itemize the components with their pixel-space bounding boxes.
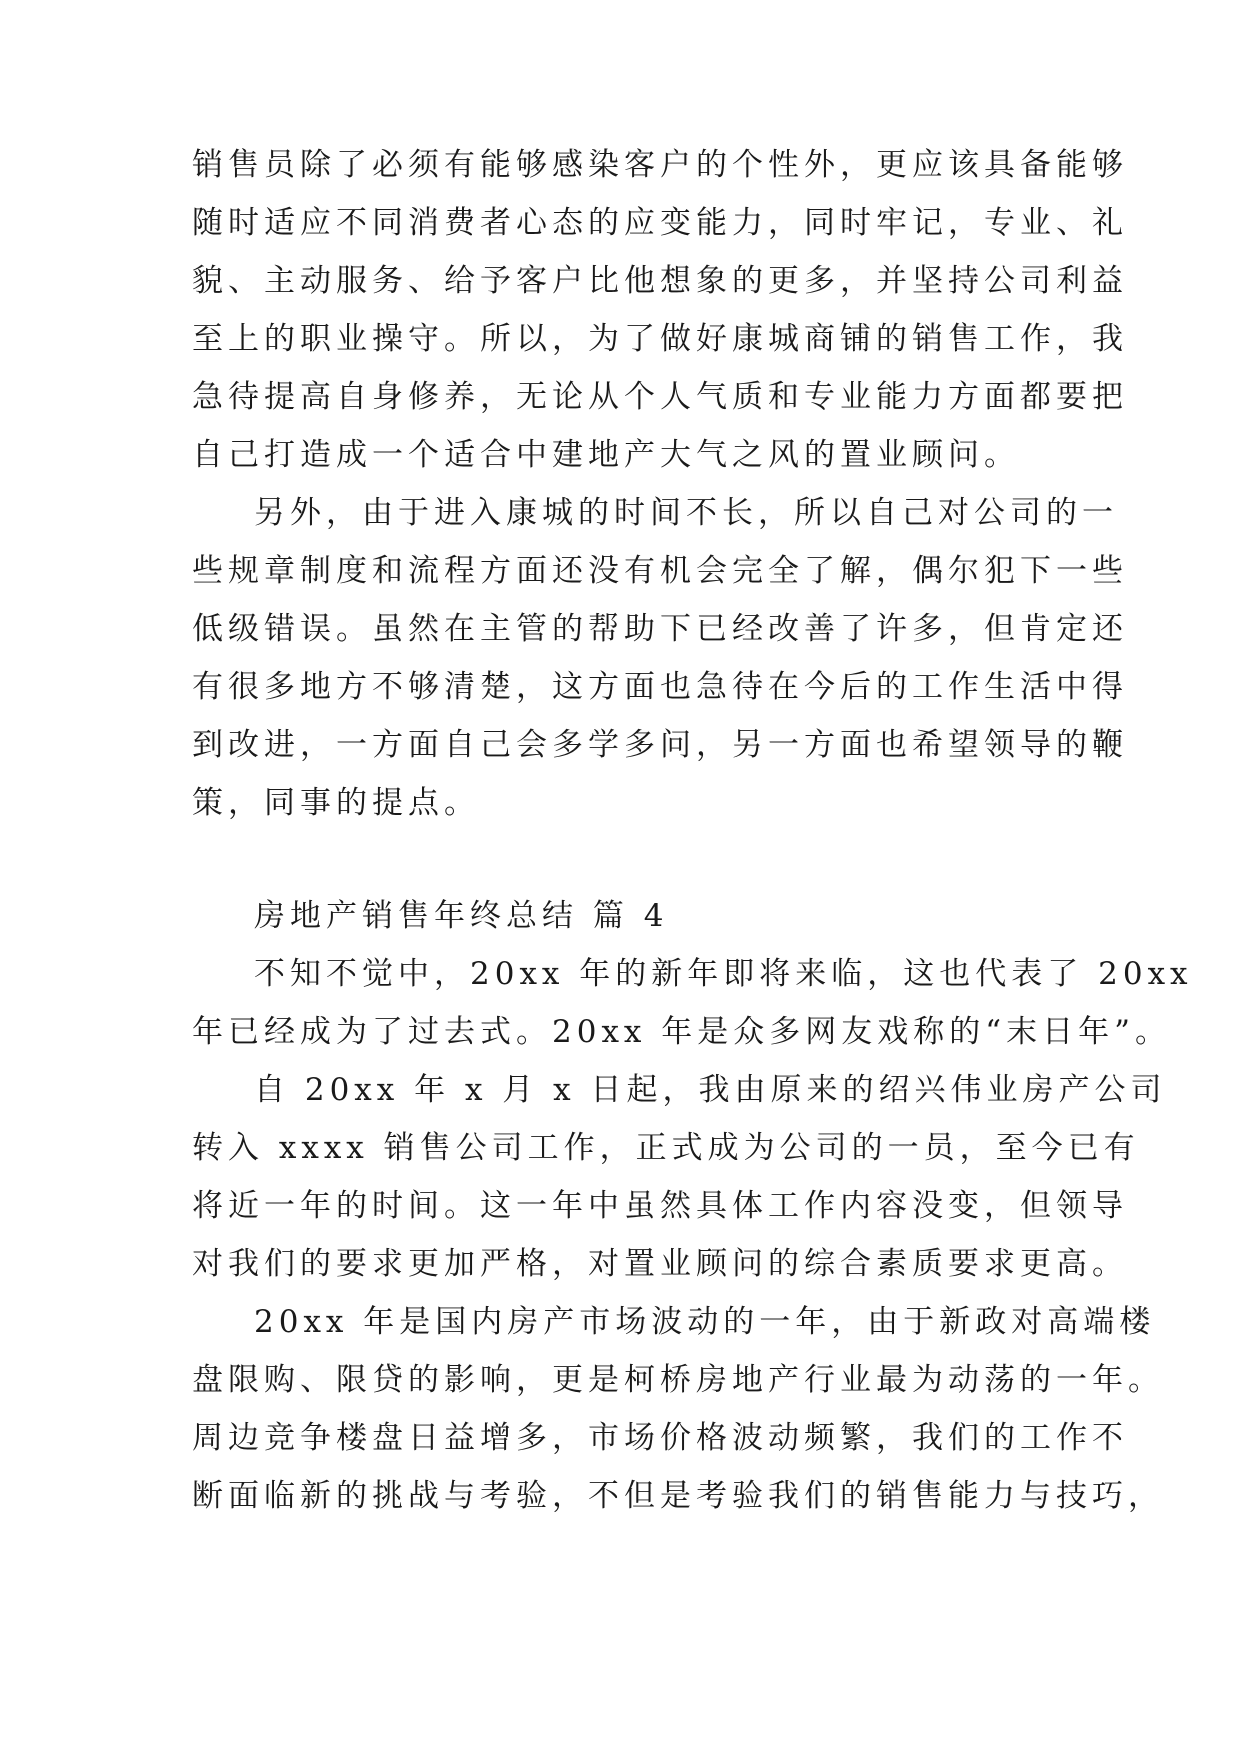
paragraph-line-10: 有很多地方不够清楚，这方面也急待在今后的工作生活中得: [192, 669, 1128, 705]
paragraph-line-6: 自己打造成一个适合中建地产大气之风的置业顾问。: [192, 437, 1020, 473]
paragraph-line-18: 对我们的要求更加严格，对置业顾问的综合素质要求更高。: [192, 1246, 1128, 1282]
paragraph-line-7: 另外，由于进入康城的时间不长，所以自己对公司的一: [254, 495, 1118, 531]
paragraph-line-19: 20xx 年是国内房产市场波动的一年，由于新政对高端楼: [254, 1304, 1156, 1340]
paragraph-line-13: 不知不觉中，20xx 年的新年即将来临，这也代表了 20xx: [254, 956, 1193, 992]
paragraph-line-22: 断面临新的挑战与考验，不但是考验我们的销售能力与技巧，: [192, 1478, 1164, 1514]
paragraph-line-2: 随时适应不同消费者心态的应变能力，同时牢记，专业、礼: [192, 205, 1128, 241]
paragraph-line-17: 将近一年的时间。这一年中虽然具体工作内容没变，但领导: [192, 1188, 1128, 1224]
paragraph-line-15: 自 20xx 年 x 月 x 日起，我由原来的绍兴伟业房产公司: [254, 1072, 1167, 1108]
paragraph-line-3: 貌、主动服务、给予客户比他想象的更多，并坚持公司利益: [192, 263, 1128, 299]
section-heading: 房地产销售年终总结 篇 4: [254, 898, 669, 934]
paragraph-line-1: 销售员除了必须有能够感染客户的个性外，更应该具备能够: [192, 147, 1128, 183]
paragraph-line-9: 低级错误。虽然在主管的帮助下已经改善了许多，但肯定还: [192, 611, 1128, 647]
paragraph-line-4: 至上的职业操守。所以，为了做好康城商铺的销售工作，我: [192, 321, 1128, 357]
paragraph-line-20: 盘限购、限贷的影响，更是柯桥房地产行业最为动荡的一年。: [192, 1362, 1164, 1398]
paragraph-line-21: 周边竞争楼盘日益增多，市场价格波动频繁，我们的工作不: [192, 1420, 1128, 1456]
paragraph-line-14: 年已经成为了过去式。20xx 年是众多网友戏称的“末日年”。: [192, 1014, 1171, 1050]
paragraph-line-16: 转入 xxxx 销售公司工作，正式成为公司的一员，至今已有: [192, 1130, 1140, 1166]
paragraph-line-11: 到改进，一方面自己会多学多问，另一方面也希望领导的鞭: [192, 727, 1128, 763]
paragraph-line-12: 策，同事的提点。: [192, 785, 480, 821]
paragraph-line-8: 些规章制度和流程方面还没有机会完全了解，偶尔犯下一些: [192, 553, 1128, 589]
paragraph-line-5: 急待提高自身修养，无论从个人气质和专业能力方面都要把: [192, 379, 1128, 415]
